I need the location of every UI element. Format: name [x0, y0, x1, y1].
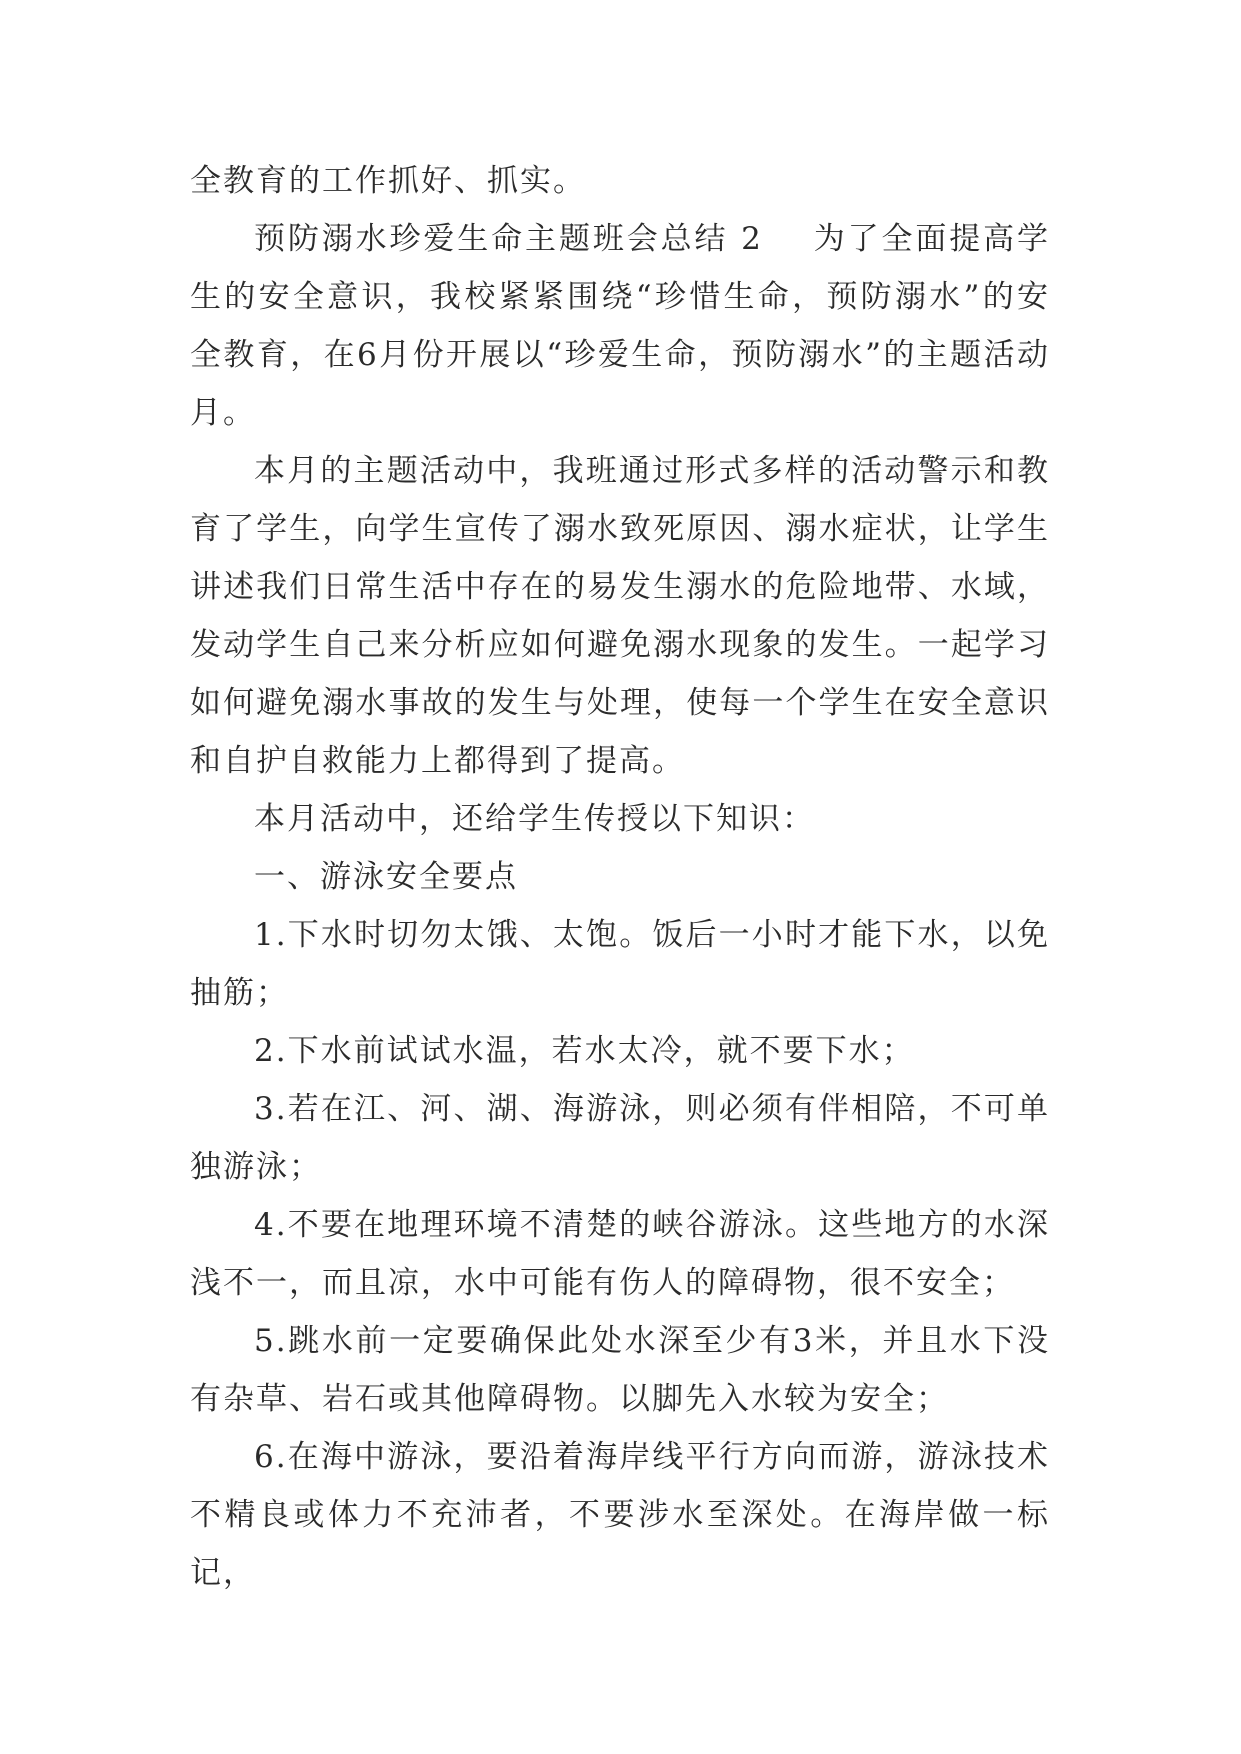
list-item-4	[190, 1196, 1050, 1312]
list-item-text: 1.下水时切勿太饿、太饱。饭后一小时才能下水，以免抽筋；	[190, 917, 1050, 1011]
paragraph-text: 本月的主题活动中，我班通过形式多样的活动警示和教育了学生，向学生宣传了溺水致死原因、溺水症状，让学生讲述我们日常生活中存在的易发生溺水的危险地带、水域，发动学生自己来分析应如何避免溺水现象的发生。一起学习如何避免溺水事故的发生与处理，使每一个学生在安全意识和自护自救能力上都得到了提高。	[190, 453, 1050, 779]
paragraph-knowledge-intro	[190, 790, 1050, 848]
list-item-text: 3.若在江、河、湖、海游泳，则必须有伴相陪，不可单独游泳；	[190, 1091, 1050, 1185]
paragraph-continuation	[190, 152, 1050, 210]
list-item-text: 2.下水前试试水温，若水太冷，就不要下水；	[254, 1033, 915, 1069]
list-item-text: 4.不要在地理环境不清楚的峡谷游泳。这些地方的水深浅不一，而且凉，水中可能有伤人的障碍物，很不安全；	[190, 1207, 1050, 1301]
paragraph-activities	[190, 442, 1050, 790]
paragraph-text: 本月活动中，还给学生传授以下知识：	[254, 801, 815, 837]
section-title: 预防溺水珍爱生命主题班会总结 2	[254, 221, 763, 257]
list-item-6	[190, 1428, 1050, 1602]
paragraph-text: 全教育的工作抓好、抓实。	[190, 163, 586, 199]
list-item-3	[190, 1080, 1050, 1196]
subheading-text: 一、游泳安全要点	[254, 859, 518, 895]
list-item-5	[190, 1312, 1050, 1428]
document-body	[190, 152, 1050, 1602]
subheading-swim-safety	[190, 848, 1050, 906]
list-item-1	[190, 906, 1050, 1022]
list-item-2	[190, 1022, 1050, 1080]
paragraph-section-intro	[190, 210, 1050, 442]
list-item-text: 5.跳水前一定要确保此处水深至少有3米，并且水下没有杂草、岩石或其他障碍物。以脚先入水较为安全；	[190, 1323, 1050, 1417]
list-item-text: 6.在海中游泳，要沿着海岸线平行方向而游，游泳技术不精良或体力不充沛者，不要涉水至深处。在海岸做一标记，	[190, 1439, 1050, 1591]
paragraph-text: 为了全面提高学生的安全意识，我校紧紧围绕“珍惜生命，预防溺水”的安全教育，在6月份开展以“珍爱生命，预防溺水”的主题活动月。	[190, 221, 1051, 431]
